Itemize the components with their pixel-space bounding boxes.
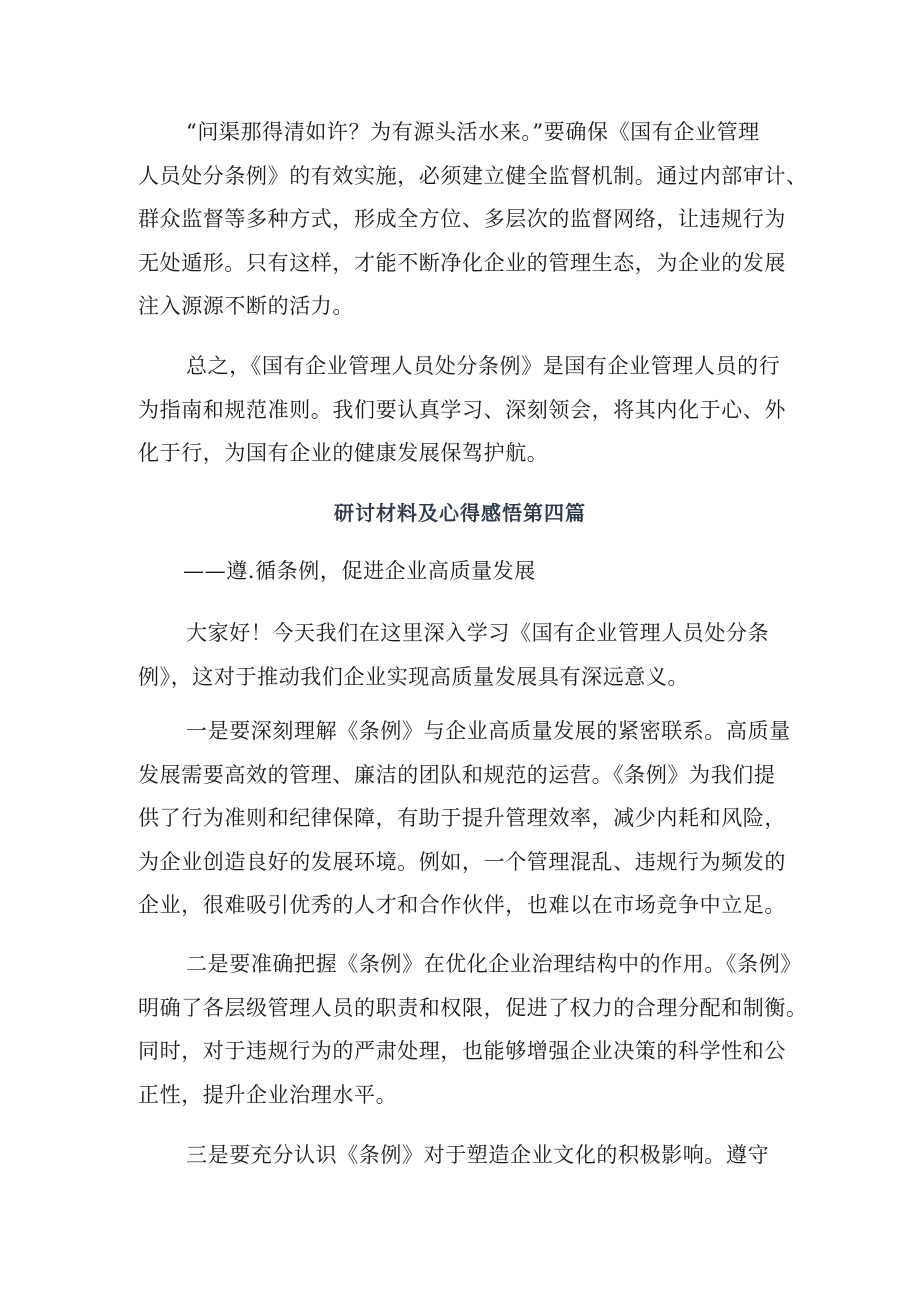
text-line: 人员处分条例》的有效实施，必须建立健全监督机制。通过内部审计、 [138, 163, 808, 188]
text-line: 发展需要高效的管理、廉洁的团队和规范的运营。《条例》为我们提 [138, 762, 776, 787]
text-line: 大家好！今天我们在这里深入学习《国有企业管理人员处分条 [186, 621, 770, 645]
text-line: 无处遁形。只有这样，才能不断净化企业的管理生态，为企业的发展 [138, 250, 786, 275]
text-line: 群众监督等多种方式，形成全方位、多层次的监督网络，让违规行为 [138, 207, 786, 231]
text-line: 同时，对于违规行为的严肃处理，也能够增强企业决策的科学性和公 [138, 1039, 786, 1063]
text-line: 企业，很难吸引优秀的人才和合作伙伴，也难以在市场竞争中立足。 [138, 893, 786, 917]
text-line: 二是要准确把握《条例》在优化企业治理结构中的作用。《条例》 [186, 952, 802, 976]
section-subtitle: ——遵.循条例，促进企业高质量发展 [183, 559, 536, 583]
paragraph-greeting [138, 612, 798, 699]
text-line: 总之，《国有企业管理人员处分条例》是国有企业管理人员的行 [186, 354, 781, 378]
paragraph-point-three [138, 1134, 798, 1178]
section-heading: 研讨材料及心得感悟第四篇 [334, 501, 586, 525]
text-line: 例》，这对于推动我们企业实现高质量发展具有深远意义。 [138, 664, 690, 689]
paragraph-water-source [138, 111, 808, 329]
text-line: 化于行，为国有企业的健康发展保驾护航。 [138, 441, 549, 465]
paragraph-point-one [138, 710, 798, 928]
text-line: 三是要充分认识《条例》对于塑造企业文化的积极影响。遵守 [186, 1143, 770, 1167]
text-line: 供了行为准则和纪律保障，有助于提升管理效率，减少内耗和风险， [138, 806, 786, 830]
text-line: “问渠那得清如许？为有源头活水来。”要确保《国有企业管理 [186, 120, 760, 144]
paragraph-point-two [138, 943, 808, 1117]
text-line: 为企业创造良好的发展环境。例如，一个管理混乱、违规行为频发的 [138, 849, 786, 874]
paragraph-conclusion [138, 345, 798, 476]
text-line: 注入源源不断的活力。 [138, 294, 354, 318]
text-line: 为指南和规范准则。我们要认真学习、深刻领会，将其内化于心、外 [138, 397, 786, 422]
text-line: 明确了各层级管理人员的职责和权限，促进了权力的合理分配和制衡。 [138, 995, 808, 1020]
text-line: 正性，提升企业治理水平。 [138, 1082, 398, 1107]
text-line: 一是要深刻理解《条例》与企业高质量发展的紧密联系。高质量 [186, 719, 791, 743]
